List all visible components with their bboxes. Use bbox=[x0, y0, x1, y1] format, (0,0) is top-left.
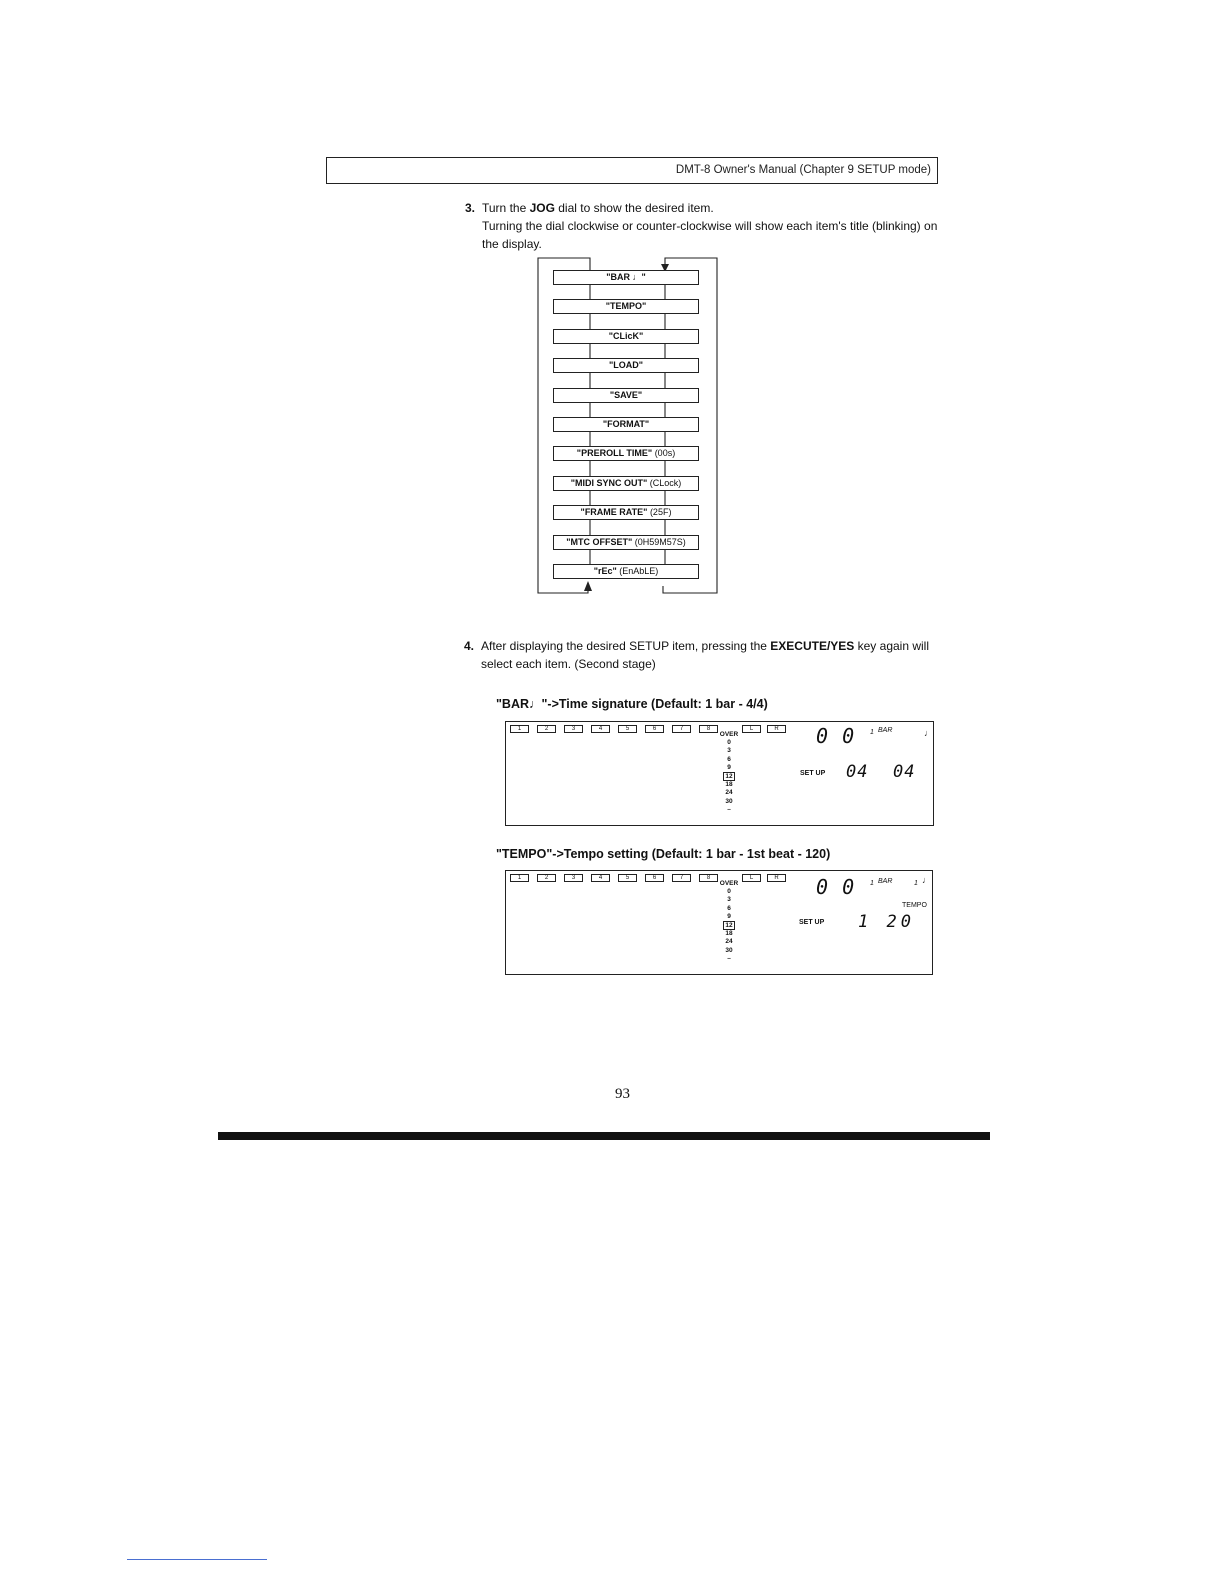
track-2-indicator: 2 bbox=[537, 874, 556, 882]
track-r-indicator: R bbox=[767, 874, 786, 882]
arrow-up-icon bbox=[584, 581, 592, 591]
track-7-indicator: 7 bbox=[672, 874, 691, 882]
track-1-indicator: 1 bbox=[510, 874, 529, 882]
time-signature-numerator: 04 bbox=[846, 762, 869, 782]
tempo-label: TEMPO bbox=[902, 902, 927, 909]
setup-items-flow-diagram bbox=[530, 256, 720, 598]
step-4-text: After displaying the desired SETUP item, pressing the EXECUTE/YES key again will select each item. (Second stage) bbox=[481, 639, 929, 671]
track-l-indicator: L bbox=[742, 874, 761, 882]
track-4-indicator: 4 bbox=[591, 725, 610, 733]
flow-item: "FRAME RATE" (25F) bbox=[553, 505, 699, 520]
track-8-indicator: 8 bbox=[699, 725, 718, 733]
track-8-indicator: 8 bbox=[699, 874, 718, 882]
track-7-indicator: 7 bbox=[672, 725, 691, 733]
flow-item: "CLicK" bbox=[553, 329, 699, 344]
lcd-panel-bar bbox=[505, 721, 934, 826]
flow-item: "MIDI SYNC OUT" (CLock) bbox=[553, 476, 699, 491]
step-3 bbox=[465, 199, 942, 253]
lcd-panel-tempo bbox=[505, 870, 933, 975]
page-number: 93 bbox=[615, 1086, 630, 1102]
header-title: DMT-8 Owner's Manual (Chapter 9 SETUP mode) bbox=[675, 164, 931, 176]
level-meter-scale: OVER 0 3 6 9 12 18 24 30 – bbox=[719, 731, 739, 813]
setup-label: SET UP bbox=[799, 919, 825, 926]
track-5-indicator: 5 bbox=[618, 725, 637, 733]
bar-counter-digits: 0 0 bbox=[816, 724, 856, 748]
bar-section-title: "BAR♩"->Time signature (Default: 1 bar - 4/4) bbox=[496, 697, 768, 711]
bar-label: BAR bbox=[878, 878, 893, 885]
track-l-indicator: L bbox=[742, 725, 761, 733]
beat-digit: 1 bbox=[914, 880, 918, 887]
level-meter-scale: OVER 0 3 6 9 12 18 24 30 – bbox=[719, 880, 739, 962]
flow-item: "BAR ♩" bbox=[553, 270, 699, 285]
footer-line bbox=[127, 1559, 267, 1560]
step-3-line2: Turning the dial clockwise or counter-clockwise will show each item's title (blinking) on the display. bbox=[482, 219, 938, 251]
tempo-value-digits: 1 20 bbox=[858, 912, 915, 932]
bar-label: BAR bbox=[878, 727, 893, 734]
track-5-indicator: 5 bbox=[618, 874, 637, 882]
flow-item: "rEc" (EnAbLE) bbox=[553, 564, 699, 579]
bar-counter-digits: 0 0 bbox=[816, 875, 856, 899]
bar-counter-small-digit: 1 bbox=[870, 729, 874, 736]
track-1-indicator: 1 bbox=[510, 725, 529, 733]
step-4 bbox=[464, 637, 946, 673]
flow-item: "PREROLL TIME" (00s) bbox=[553, 446, 699, 461]
track-3-indicator: 3 bbox=[564, 725, 583, 733]
track-4-indicator: 4 bbox=[591, 874, 610, 882]
track-3-indicator: 3 bbox=[564, 874, 583, 882]
note-icon: ♩ bbox=[924, 728, 933, 738]
step-number: 3. bbox=[465, 201, 476, 215]
track-6-indicator: 6 bbox=[645, 874, 664, 882]
flow-item: "SAVE" bbox=[553, 388, 699, 403]
setup-label: SET UP bbox=[800, 770, 826, 777]
header-box bbox=[326, 157, 938, 184]
track-2-indicator: 2 bbox=[537, 725, 556, 733]
bottom-rule bbox=[218, 1132, 990, 1140]
flow-item: "FORMAT" bbox=[553, 417, 699, 432]
track-r-indicator: R bbox=[767, 725, 786, 733]
bar-counter-small-digit: 1 bbox=[870, 880, 874, 887]
note-icon: ♩ bbox=[922, 875, 931, 885]
time-signature-denominator: 04 bbox=[893, 762, 916, 782]
step-3-line1: Turn the JOG dial to show the desired item. bbox=[482, 201, 714, 215]
flow-item: "LOAD" bbox=[553, 358, 699, 373]
tempo-section-title: "TEMPO"->Tempo setting (Default: 1 bar - 1st beat - 120) bbox=[496, 847, 831, 861]
flow-item: "MTC OFFSET" (0H59M57S) bbox=[553, 535, 699, 550]
flow-item: "TEMPO" bbox=[553, 299, 699, 314]
step-number: 4. bbox=[464, 639, 475, 653]
track-6-indicator: 6 bbox=[645, 725, 664, 733]
